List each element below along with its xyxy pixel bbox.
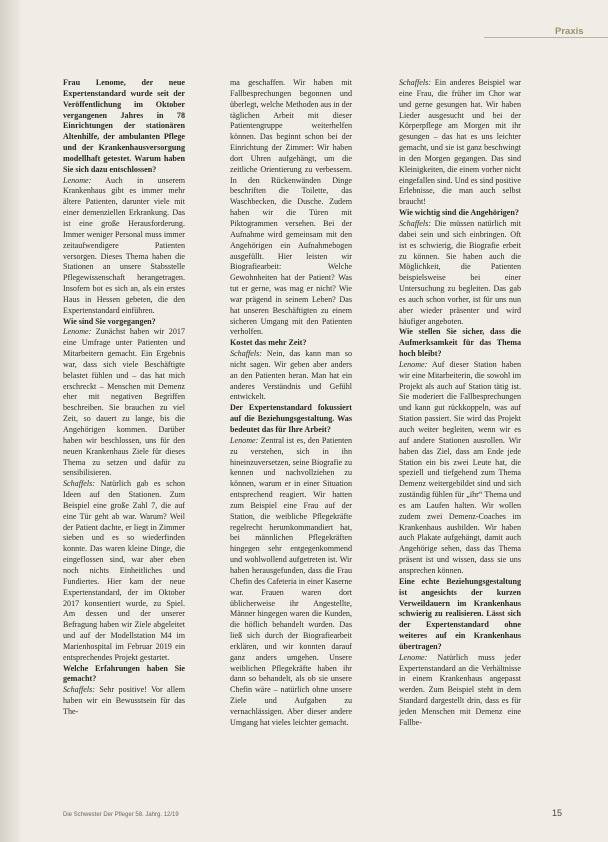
interview-answer [63,479,185,663]
interview-question: Frau Lenome, der neue Expertenstandard wurde seit der Veröffentlichung im Oktober vergangenen Jahres in 78 Einrichtungen der stationären Altenhilfe, der ambulanten Pflege und der Krankenhausversorgung modellhaft getestet. Warum haben Sie sich dazu entschlossen? [63,78,185,174]
interview-answer [399,653,521,729]
answer-text: Ein anderes Beispiel war eine Frau, die früher im Chor war und gerne gesungen hat. Wir haben Lieder ausgesucht und bei der Körperpflege am Morgen mit ihr gesungen – das hat es uns leichter gemacht, und sie ist ganz beschwingt in den Morgen gegangen. Das sind Kleinigkeiten, die einem vorher nicht eingefallen sind. Und es sind positive Erlebnisse, die man auch selbst braucht! [399,78,522,207]
interview-answer [230,436,352,729]
answer-text: Zunächst haben wir 2017 eine Umfrage unter Patienten und Mitarbeitern gemacht. Ein Ergebnis war, dass sich viele Beschäftigte belastet fühlen und – das hat mich erschreckt – Menschen mit Demenz eher mit negativen Begriffen beschreiben. Sie brauchen zu viel Zeit, so dauert zu lange, bis die Angehörigen kommen. Darüber haben wir beschlossen, uns für den neuen Krankenhaus Ziele für dieses Thema zu setzen und dafür zu sensibilisieren. [63,327,185,478]
answer-text: Die müssen natürlich mit dabei sein und sich einbringen. Oft ist es schwierig, die Biografie erbeit zu können. Sie haben auch die Möglichkeit, die Patienten beispielsweise bei einer Untersuchung zu begleiten. Das gab es auch schon vorher, ist für uns nun aber wieder präsenter und wird häufiger angeboten. [399,218,521,326]
header-rule [484,37,608,38]
page-gutter-shadow [0,0,22,842]
answer-text: Zentral ist es, den Patienten zu verstehen, sich in ihn hineinzuversetzen, seine Biografie zu kennen und nachvollziehen zu können, warum er in einer Situation entsprechend reagiert. Wir hatten zum Beispiel eine Frau auf der Station, die weibliche Pflegekräfte regelrecht herumkommandiert hat, bei männlichen Pflegekräften hingegen sehr entgegenkommend und wohlwollend aufgetreten ist. Wir haben herausgefunden, dass die Frau Chefin des Cafeteria in einer Kaserne war. Frauen waren dort üblicherweise ihr Angestellte, Männer hingegen waren die Kunden, die höflich behandelt wurden. Das ließ sich durch der Biografiearbeit erklären, und wir konnten darauf ganz anders umgehen. Unsere weiblichen Pflegekräfte haben ihr dann so behandelt, als ob sie unsere Chefin wäre – natürlich ohne unsere Ziele und Aufgaben zu vernachlässigen. Aber dieser andere Umgang hat vieles leichter gemacht. [230,435,352,727]
speaker-name: Lenome: [399,359,428,369]
text-column-1 [63,78,185,718]
speaker-name: Schaffels: [399,218,431,228]
footer-citation: Die Schwester Der Pfleger 58. Jahrg. 12/19 [63,812,179,818]
section-label: Praxis [555,26,584,37]
interview-question: Eine echte Beziehungsgestaltung ist angesichts der kurzen Verweildauern im Krankenhaus schwierig zu realisieren. Lässt sich der Expertenstandard ohne weiteres auf ein Krankenhaus übertragen? [399,576,521,651]
interview-answer [399,360,521,577]
answer-text: Auf dieser Station haben wir eine Mitarbeiterin, die sowohl im Projekt als auch auf Station tätig ist. Sie moderiert die Fallbesprechungen und kann gut rückkoppeln, was auf Station passiert. Sie wird das Projekt auch weiter begleiten, wenn wir es auf andere Stationen ausrollen. Wir haben das Ziel, dass am Ende jede Station ein bis zwei Leute hat, die speziell und tiefgehend zum Thema Demenz weitergebildet sind und sich zuständig fühlen für „ihr“ Thema und es am Laufen halten. Wir wollen zudem zwei Demenz-Coaches im Krankenhaus ausbilden. Wir haben auch Plakate aufgehängt, damit auch Angehörige sehen, dass das Thema präsent ist und wissen, dass sie uns ansprechen können. [399,359,521,575]
speaker-name: Schaffels: [399,78,431,87]
interview-answer [399,78,521,208]
speaker-name: Schaffels: [63,685,95,695]
interview-answer [63,176,185,317]
speaker-name: Lenome: [63,327,92,337]
text-column-3 [399,78,521,729]
answer-text: Natürlich muss jeder Expertenstandard an die Verhältnisse in einem Krankenhaus angepasst werden. Zum Beispiel steht in dem Standard dargestellt drin, dass es für jeden Menschen mit Demenz eine Fallbe- [399,652,521,727]
interview-answer [230,78,352,338]
interview-question: Wie sind Sie vorgegangen? [63,316,156,326]
speaker-name: Lenome: [230,435,259,445]
page-number: 15 [552,808,563,818]
speaker-name: Lenome: [63,175,92,185]
interview-question: Der Expertenstandard fokussiert auf die Beziehungsgestaltung. Was bedeutet das für Ihre Arbeit? [230,403,352,434]
answer-text: Auch in unserem Krankenhaus gibt es immer mehr ältere Patienten, darunter viele mit einer demenziellen Erkrankung. Das ist eine große Herausforderung. Immer weniger Personal muss immer zeitaufwendigere Patienten versorgen. Dieses Thema haben die Stationen an unsere Stabsstelle Pflegewissenschaft herangetragen. Insofern bot es sich an, als ein erstes Haus in Hessen gebeten, die den Expertenstandard einführen. [63,175,185,315]
interview-answer [230,349,352,403]
interview-question: Wie wichtig sind die Angehörigen? [399,208,519,218]
interview-answer [63,327,185,479]
interview-question: Wie stellen Sie sicher, dass die Aufmerksamkeit für das Thema hoch bleibt? [399,327,521,359]
answer-text: Sehr positive! Vor allem haben wir ein Bewusstsein für das The- [63,685,185,716]
speaker-name: Lenome: [399,652,428,662]
answer-text: ma geschaffen. Wir haben mit Fallbesprechungen begonnen und überlegt, welche Methoden aus in der täglichen Arbeit mit dieser Patientengruppe weiterhelfen können. Das beginnt schon bei der Einrichtung der Zimmer: Wir haben dort Uhren aufgehängt, um die zeitliche Orientierung zu verbessern. In den Rückenwänden Dinge beschriften die Toilette, das Waschbecken, die Dusche. Zudem haben wir die Türen mit Piktogrammen versehen. Bei der Aufnahme wird gemeinsam mit den Angehörigen ein Aufnahmebogen ausgefüllt. Hier leisten wir Biografiearbeit: Welche Gewohnheiten hat der Patient? Was tut er gerne, was mag er nicht? Wie war prägend in seinem Leben? Das hat unseren Beschäftigten zu einem sicheren Umgang mit den Patienten verholfen. [230,78,352,337]
answer-text: Natürlich gab es schon Ideen auf den Stationen. Zum Beispiel eine große Zahl 7, die auf eine Tür geht ab war. Warum? Weil der Patient dachte, er liegt in Zimmer sieben und es so wiederfinden konnte. Das waren kleine Dinge, die eingeflossen sind, war aber eben noch nichts Einheitliches und Fundiertes. Hier kam der neue Expertenstandard, der im Oktober 2017 konsentiert wurde, zu Spiel. Am dessen und der unserer Befragung haben wir Ziele abgeleitet und auf der Modellstation M4 im Marienhospital im Februar 2019 ein entsprechendes Projekt gestartet. [63,479,185,662]
text-column-2 [230,78,352,729]
speaker-name: Schaffels: [230,349,262,359]
interview-question: Welche Erfahrungen haben Sie gemacht? [63,663,185,684]
interview-answer [399,219,521,327]
interview-answer [63,685,185,718]
speaker-name: Schaffels: [63,479,95,489]
interview-question: Kostet das mehr Zeit? [230,338,307,348]
answer-text: Nein, das kann man so nicht sagen. Wir geben aber anders an den Patienten heran. Man hat ein anderes Verständnis und Gefühl entwickelt. [230,349,352,402]
